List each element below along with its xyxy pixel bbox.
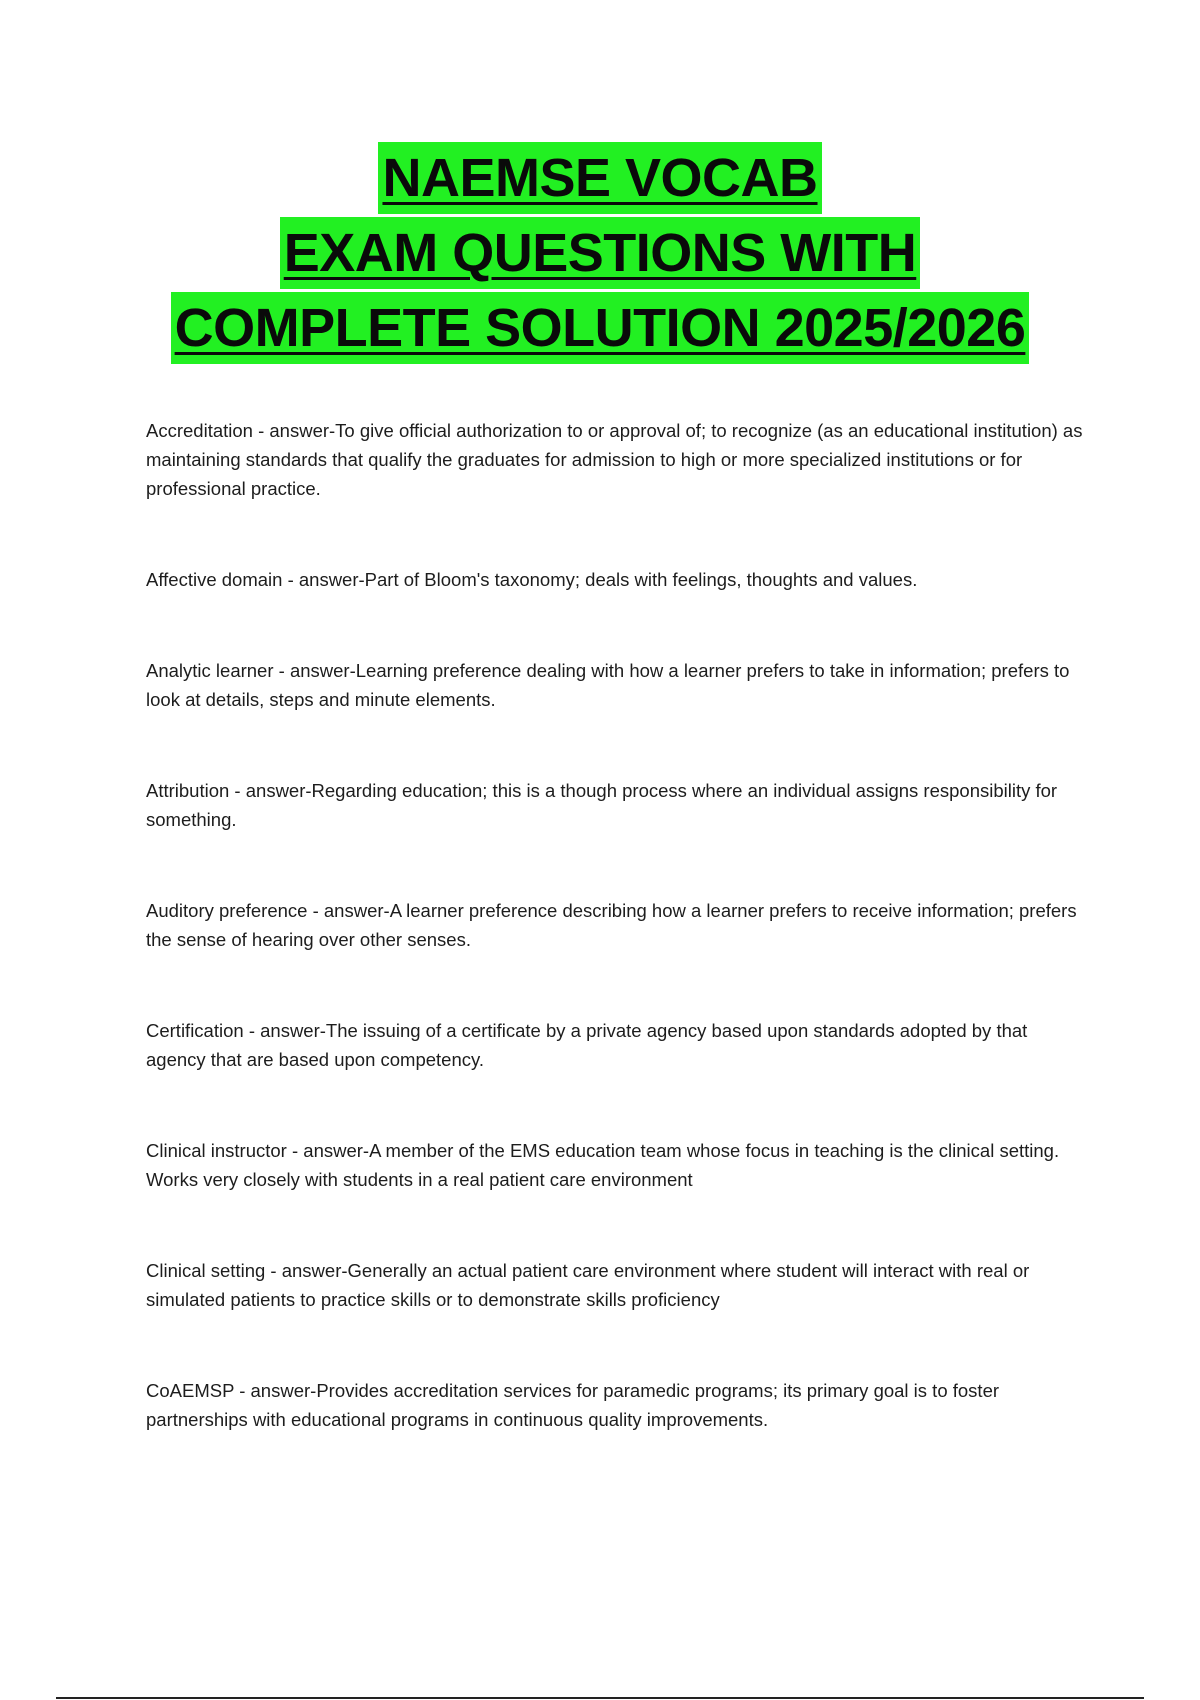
title-line-1	[0, 142, 1200, 217]
vocab-entry-clinical-setting: Clinical setting - answer-Generally an actual patient care environment where student will interact with real or simulated patients to practice skills or to demonstrate skills proficiency	[146, 1260, 1030, 1310]
title-line-2	[0, 217, 1200, 292]
document-title	[0, 142, 1200, 367]
vocab-entry-accreditation: Accreditation - answer-To give official authorization to or approval of; to recognize (as an educational institution) as maintaining standards that qualify the graduates for admission to high or more specialized institutions or for professional practice.	[146, 420, 1083, 499]
vocab-entry-list	[146, 416, 1086, 1434]
vocab-entry-attribution: Attribution - answer-Regarding education; this is a though process where an individual assigns responsibility for something.	[146, 780, 1058, 830]
vocab-entry-affective-domain: Affective domain - answer-Part of Bloom's taxonomy; deals with feelings, thoughts and values.	[146, 569, 918, 590]
title-line-1-text: NAEMSE VOCAB	[378, 142, 821, 214]
title-line-3-text: COMPLETE SOLUTION 2025/2026	[171, 292, 1030, 364]
title-line-2-text: EXAM QUESTIONS WITH	[280, 217, 921, 289]
page-bottom-rule	[56, 1697, 1144, 1699]
vocab-entry-certification: Certification - answer-The issuing of a certificate by a private agency based upon standards adopted by that agency that are based upon competency.	[146, 1020, 1028, 1070]
title-line-3	[0, 292, 1200, 367]
vocab-entry-analytic-learner: Analytic learner - answer-Learning preference dealing with how a learner prefers to take in information; prefers to look at details, steps and minute elements.	[146, 660, 1070, 710]
vocab-entry-clinical-instructor: Clinical instructor - answer-A member of the EMS education team whose focus in teaching is the clinical setting. Works very closely with students in a real patient care environment	[146, 1140, 1060, 1190]
vocab-entry-auditory-preference: Auditory preference - answer-A learner preference describing how a learner prefers to receive information; prefers the sense of hearing over other senses.	[146, 900, 1077, 950]
vocab-entry-coaemsp: CoAEMSP - answer-Provides accreditation services for paramedic programs; its primary goal is to foster partnerships with educational programs in continuous quality improvements.	[146, 1380, 1000, 1430]
